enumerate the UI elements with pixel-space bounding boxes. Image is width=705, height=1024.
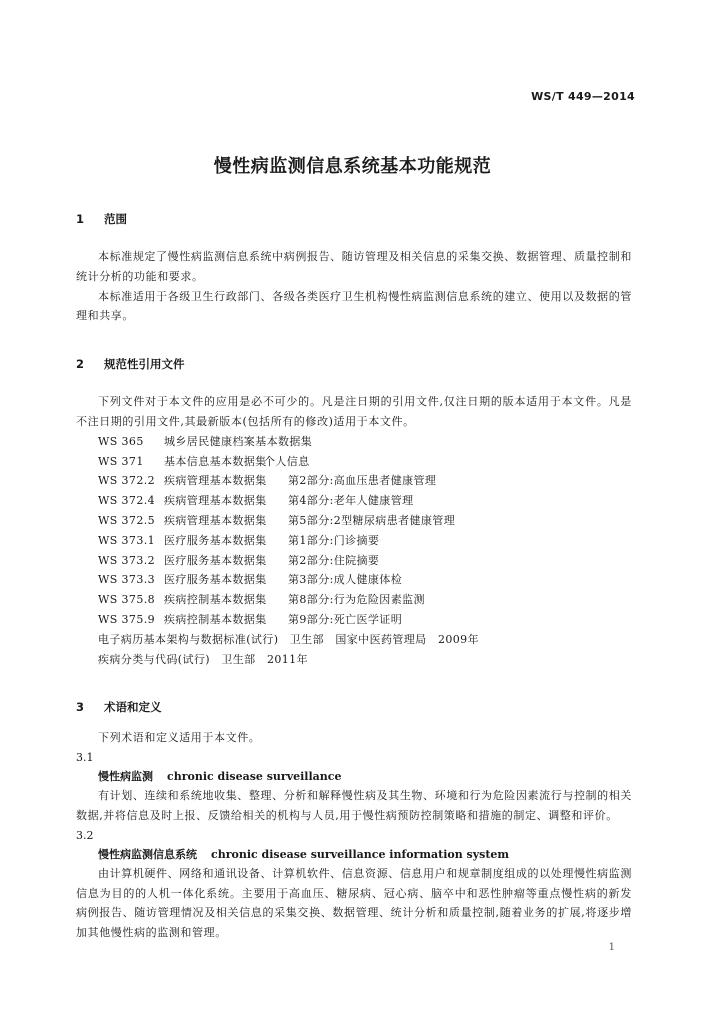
section-1-heading [76,208,632,230]
reference-item [76,570,632,590]
reference-title: 疾病管理基本数据集 [164,494,267,508]
reference-code: WS 375.9 [98,612,156,626]
section-1-paragraph-1: 本标准规定了慢性病监测信息系统中病例报告、随访管理及相关信息的采集交换、数据管理、质量控制和统计分析的功能和要求。 [76,250,632,283]
reference-title: 医疗服务基本数据集 [164,533,267,547]
reference-code: WS 371 [98,454,144,468]
section-2-title: 规范性引用文件 [104,357,185,372]
reference-item [76,471,632,491]
reference-part: 第1部分:门诊摘要 [288,533,380,547]
reference-part: 第3部分:成人健康体检 [288,573,403,587]
reference-code: WS 375.8 [98,593,156,607]
term-name-en: chronic disease surveillance [167,770,342,784]
section-3-heading [76,696,632,718]
reference-title: 疾病管理基本数据集 [164,513,267,527]
reference-code: WS 373.1 [98,533,156,547]
section-3-title: 术语和定义 [104,700,162,715]
reference-item [76,511,632,531]
reference-text: 电子病历基本架构与数据标准(试行) 卫生部 国家中医药管理局 2009年 [98,632,479,646]
reference-part: 第8部分:行为危险因素监测 [288,593,425,607]
reference-title: 疾病管理基本数据集 [164,474,267,488]
reference-code: WS 373.2 [98,553,156,567]
reference-code: WS 372.5 [98,513,156,527]
term-definition: 有计划、连续和系统地收集、整理、分析和解释慢性病及其生物、环境和行为危险因素流行与控制的相关数据,并将信息及时上报、反馈给相关的机构与人员,用于慢性病预防控制策略和措施的制定、调整和评价。 [76,789,632,822]
reference-item [76,630,632,650]
reference-title: 医疗服务基本数据集 [164,573,267,587]
reference-part: 第2部分:高血压患者健康管理 [288,474,437,488]
reference-item [76,432,632,452]
section-2-heading [76,353,632,375]
reference-title: 疾病控制基本数据集 [164,593,267,607]
reference-code: WS 373.3 [98,573,156,587]
term-name-zh: 慢性病监测 [98,770,153,784]
section-1-title: 范围 [104,212,127,226]
section-1-paragraph-2: 本标准适用于各级卫生行政部门、各级各类医疗卫生机构慢性病监测信息系统的建立、使用以及数据的管理和共享。 [76,289,632,323]
term-number: 3.2 [76,828,94,842]
reference-item [76,650,632,670]
reference-title: 基本信息基本数据集 [164,454,267,468]
term-name-zh: 慢性病监测信息系统 [98,847,197,861]
reference-item [76,531,632,551]
reference-part: 第5部分:2型糖尿病患者健康管理 [288,513,456,527]
section-3-number: 3 [76,700,85,715]
section-1-number: 1 [76,212,85,226]
reference-title: 城乡居民健康档案基本数据集 [164,434,313,448]
reference-part: 第4部分:老年人健康管理 [288,494,414,508]
reference-title: 医疗服务基本数据集 [164,553,267,567]
section-3-intro: 下列术语和定义适用于本文件。 [98,731,261,745]
reference-part: 第9部分:死亡医学证明 [288,612,403,626]
reference-part: 第2部分:住院摘要 [288,553,380,567]
reference-item [76,491,632,511]
section-2-intro: 下列文件对于本文件的应用是必不可少的。凡是注日期的引用文件,仅注日期的版本适用于本文件。凡是不注日期的引用文件,其最新版本(包括所有的修改)适用于本文件。 [76,395,632,428]
section-2-number: 2 [76,357,85,372]
reference-code: WS 372.2 [98,474,156,488]
page-number: 1 [608,942,615,953]
standard-code: WS/T 449—2014 [531,90,635,103]
term-name-en: chronic disease surveillance information system [211,847,510,861]
reference-item [76,551,632,571]
term-definition: 由计算机硬件、网络和通讯设备、计算机软件、信息资源、信息用户和规章制度组成的以处理慢性病监测信息为目的的人机一体化系统。主要用于高血压、糖尿病、冠心病、脑卒中和恶性肿瘤等重点慢性病的新发病例报告、随访管理情况及相关信息的采集交换、数据管理、统计分析和质量控制,随着业务的扩展,将逐步增加其他慢性病的监测和管理。 [76,866,632,940]
reference-part: 个人信息 [264,454,310,468]
reference-code: WS 372.4 [98,494,156,508]
document-body [76,208,632,943]
term-name [76,767,632,786]
reference-code: WS 365 [98,434,144,448]
reference-text: 疾病分类与代码(试行) 卫生部 2011年 [98,652,308,666]
reference-title: 疾病控制基本数据集 [164,612,267,626]
term-name [76,845,632,864]
document-title: 慢性病监测信息系统基本功能规范 [213,156,492,177]
reference-item [76,590,632,610]
reference-item [76,452,632,472]
reference-item [76,610,632,630]
term-number: 3.1 [76,751,94,765]
